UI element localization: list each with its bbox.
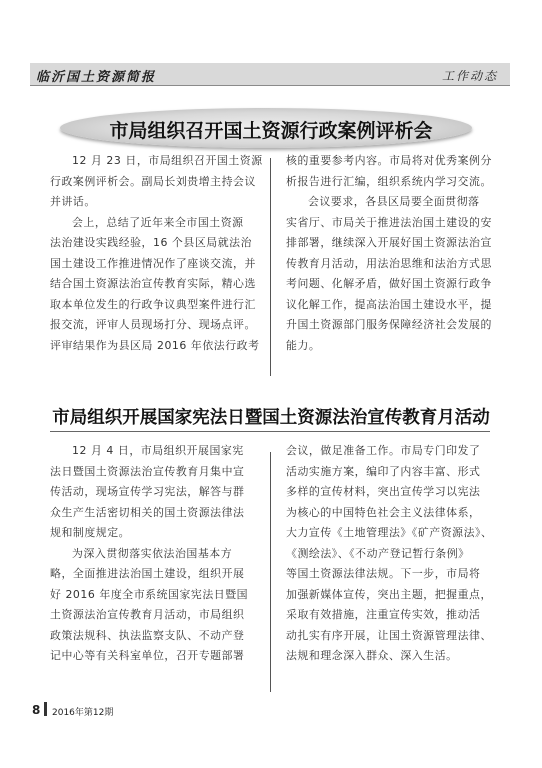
article2-title: 市局组织开展国家宪法日暨国土资源法治宣传教育月活动 <box>52 408 490 428</box>
text-line: 加强新媒体宣传，突出主题，把握重点， <box>286 587 492 601</box>
text-line: 略，全面推进法治国土建设，组织开展 <box>50 567 245 580</box>
text-line: 国土建设工作推进情况作了座谈交流，并 <box>50 256 256 270</box>
article2-left-column <box>50 441 249 667</box>
text-line: 法治建设实践经验，16 个县区局就法治 <box>50 236 253 249</box>
text-line: 多样的宣传材料，突出宣传学习以宪法 <box>286 485 481 498</box>
issue-label: 2016年第12期 <box>52 708 114 718</box>
text-line: 能力。 <box>286 338 321 352</box>
text-line: 《测绘法》、《不动产登记暂行条例》 <box>286 546 470 560</box>
text-line: 会上，总结了近年来全市国土资源 <box>72 215 244 229</box>
section-divider <box>50 431 490 432</box>
column-divider <box>270 158 271 376</box>
text-line: 动扎实有序开展，让国土资源管理法律、 <box>286 628 492 642</box>
text-line: 等国土资源法律法规。下一步，市局将 <box>286 567 481 580</box>
text-line: 为核心的中国特色社会主义法律体系， <box>286 505 481 519</box>
text-line: 排部署，继续深入开展好国土资源法治宣 <box>286 236 492 249</box>
text-line: 行政案例评析会。副局长刘贵增主持会议 <box>50 174 256 188</box>
text-line: 12 月 23 日，市局组织召开国土资源 <box>72 154 263 167</box>
text-line: 升国土资源部门服务保障经济社会发展的 <box>286 318 492 331</box>
journal-name: 临沂国土资源简报 <box>36 70 157 85</box>
text-line: 析报告进行汇编，组织系统内学习交流。 <box>286 174 492 188</box>
text-line: 大力宣传《土地管理法》《矿产资源法》、 <box>286 526 493 539</box>
text-line: 报交流，评审人员现场打分、现场点评。 <box>50 318 256 331</box>
text-line: 会议，做足准备工作。市局专门印发了 <box>286 444 481 457</box>
text-line: 法日暨国土资源法治宣传教育月集中宣 <box>50 464 245 478</box>
text-line: 政策法规科、执法监察支队、不动产登 <box>50 628 245 642</box>
text-line: 好 2016 年度全市系统国家宪法日暨国 <box>50 587 249 601</box>
text-line: 议化解工作，提高法治国土建设水平，提 <box>286 297 492 311</box>
text-line: 实省厅、市局关于推进法治国土建设的安 <box>286 215 492 229</box>
column-divider <box>270 452 271 692</box>
text-line: 取本单位发生的行政争议典型案件进行汇 <box>50 297 256 311</box>
page-number: 8 <box>32 703 41 717</box>
text-line: 评审结果作为县区局 2016 年依法行政考 <box>50 338 260 352</box>
text-line: 活动实施方案，编印了内容丰富、形式 <box>286 464 481 478</box>
text-line: 众生产生活密切相关的国土资源法律法 <box>50 505 245 519</box>
text-line: 12 月 4 日，市局组织开展国家宪 <box>72 444 244 457</box>
text-line: 核的重要参考内容。市局将对优秀案例分 <box>286 154 492 167</box>
section-label: 工作动态 <box>441 69 498 83</box>
text-line: 会议要求，各县区局要全面贯彻落 <box>308 195 480 208</box>
footer-marker <box>44 702 47 716</box>
text-line: 规和制度规定。 <box>50 526 131 539</box>
text-line: 传教育月活动，用法治思维和法治方式思 <box>286 256 492 270</box>
text-line: 考问题、化解矛盾，做好国土资源行政争 <box>286 277 492 290</box>
text-line: 采取有效措施，注重宣传实效，推动活 <box>286 608 481 621</box>
text-line: 并讲话。 <box>50 195 96 208</box>
text-line: 结合国土资源法治宣传教育实际，精心选 <box>50 277 256 290</box>
text-line: 土资源法治宣传教育月活动，市局组织 <box>50 608 245 621</box>
text-line: 为深入贯彻落实依法治国基本方 <box>72 546 233 560</box>
text-line: 传活动，现场宣传学习宪法，解答与群 <box>50 485 245 498</box>
article1-right-column <box>286 151 492 356</box>
article1-left-column <box>50 151 263 356</box>
article1-title: 市局组织召开国土资源行政案例评析会 <box>109 120 433 142</box>
text-line: 记中心等有关科室单位，召开专题部署 <box>50 649 245 662</box>
article2-right-column <box>286 441 493 667</box>
text-line: 法规和理念深入群众、深入生活。 <box>286 649 458 662</box>
